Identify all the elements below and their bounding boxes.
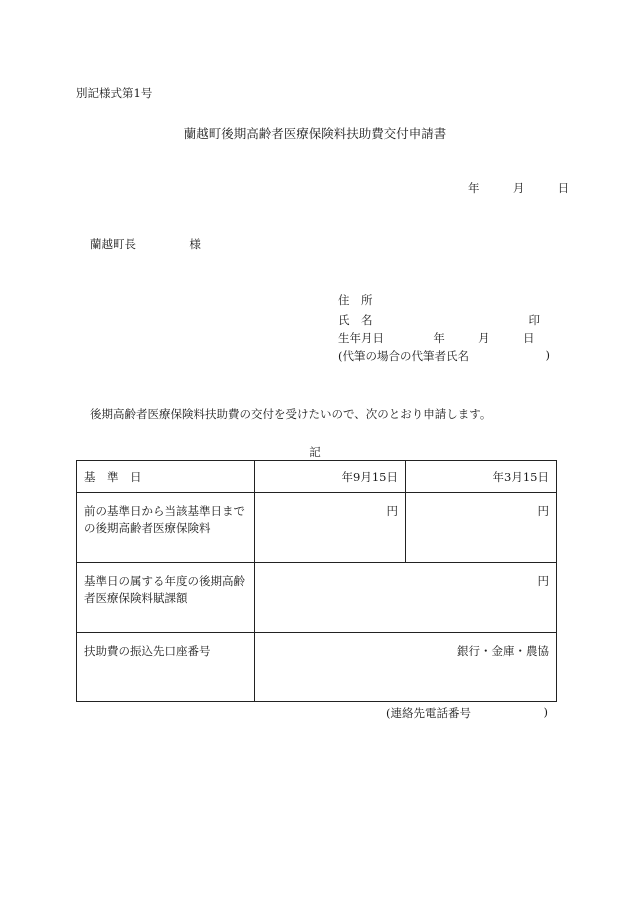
seal-mark: 印	[528, 313, 540, 327]
application-table	[76, 460, 557, 702]
applicant-name-row	[338, 312, 540, 328]
contact-label: (連絡先電話番号	[386, 706, 471, 720]
date-month: 月	[512, 181, 525, 195]
proxy-close: )	[545, 348, 550, 362]
ki-label: 記	[309, 445, 321, 459]
addressee-name: 蘭越町長	[90, 237, 136, 251]
base-date-label: 基 準 日	[77, 461, 255, 493]
proxy-label: (代筆の場合の代筆者氏名	[338, 349, 469, 363]
date-line	[468, 180, 569, 196]
contact-phone-line	[386, 705, 548, 721]
addressee	[90, 236, 201, 252]
birth-day: 日	[522, 331, 535, 345]
date-day: 日	[557, 181, 570, 195]
birth-month: 月	[478, 331, 490, 345]
birth-label: 生年月日	[338, 331, 384, 345]
application-statement: 後期高齢者医療保険料扶助費の交付を受けたいので、次のとおり申請します。	[90, 407, 492, 421]
bank-account-label: 扶助費の振込先口座番号	[77, 633, 255, 702]
name-label: 氏 名	[338, 313, 373, 327]
table-row	[77, 461, 557, 493]
assessment-value: 円	[255, 563, 557, 633]
date-year: 年	[468, 181, 480, 195]
base-date-mar: 年3月15日	[406, 461, 557, 493]
table-row	[77, 563, 557, 633]
birth-year: 年	[433, 331, 445, 345]
applicant-address-row	[338, 292, 373, 308]
addressee-honorific: 様	[189, 237, 201, 251]
assessment-label: 基準日の属する年度の後期高齢者医療保険料賦課額	[77, 563, 255, 633]
document-title: 蘭越町後期高齢者医療保険料扶助費交付申請書	[183, 126, 447, 141]
premium-sep-value: 円	[255, 493, 406, 563]
premium-mar-value: 円	[406, 493, 557, 563]
applicant-birth-row	[338, 330, 534, 346]
address-label: 住 所	[338, 293, 373, 307]
table-row	[77, 633, 557, 702]
table-row	[77, 493, 557, 563]
contact-close: )	[543, 705, 548, 719]
applicant-proxy-row	[338, 348, 550, 364]
bank-account-value: 銀行・金庫・農協	[255, 633, 557, 702]
premium-label: 前の基準日から当該基準日までの後期高齢者医療保険料	[77, 493, 255, 563]
form-number: 別記様式第1号	[76, 86, 153, 100]
base-date-sep: 年9月15日	[255, 461, 406, 493]
